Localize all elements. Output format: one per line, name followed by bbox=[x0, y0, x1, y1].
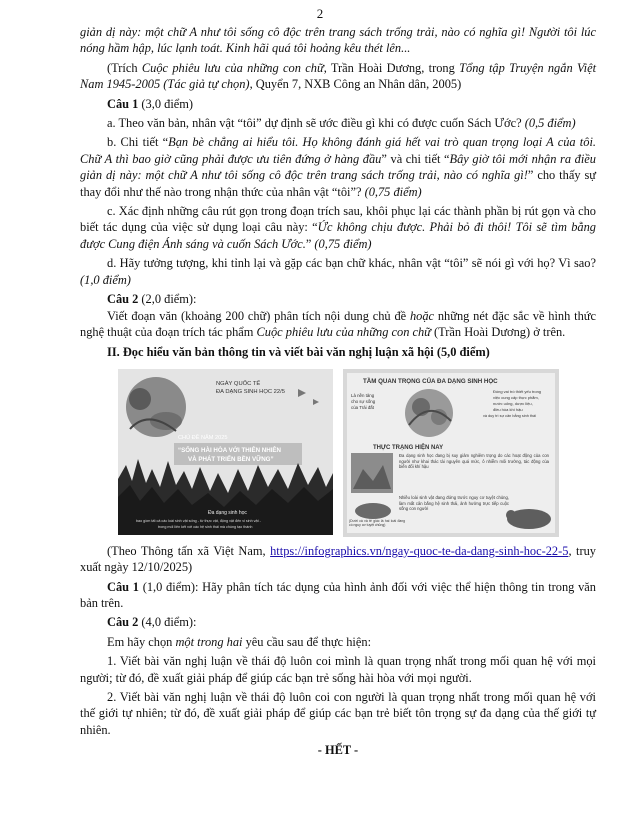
infographic-status-text-1: Đa dạng sinh học đang bị suy giảm nghiêm trọng do các hoạt động của con người như khai thác tài nguyên quá mức, ô nhiễm môi trường, tác động của biến đổi khí hậu bbox=[399, 452, 549, 469]
page-content bbox=[80, 24, 596, 759]
infographic-status-text-2: Nhiều loài sinh vật đang đứng trước nguy cơ tuyệt chủng, làm mất cân bằng hệ sinh thái, ảnh hưởng trực tiếp cuộc sống con người bbox=[399, 494, 509, 511]
poster-slogan-1: “SỐNG HÀI HÒA VỚI THIÊN NHIÊN bbox=[178, 446, 282, 454]
question-item-a: a. Theo văn bản, nhân vật “tôi” dự định sẽ ước điều gì khi có được cuốn Sách Ước? (0,5 điểm) bbox=[107, 116, 576, 131]
poster-footer-line1: bao gồm tất cả các loài sinh vật sống - từ thực vật, động vật đến vi sinh vật - bbox=[136, 518, 261, 523]
infographic-right-4: điều hòa khí hậu bbox=[493, 406, 523, 412]
essay-option-1: 1. Viết bài văn nghị luận về thái độ luôn coi mình là quan trọng nhất trong mối quan hệ với mọi người; từ đó, đề xuất giải pháp để giúp các bạn trẻ sống hài hòa với mọi người. bbox=[80, 654, 596, 685]
infographic-bottom-caption: (Dưới cá và tê giác là hai loài đang có nguy cơ tuyệt chủng) bbox=[349, 518, 405, 528]
infographic-right-1: Đóng vai trò thiết yếu trong bbox=[493, 388, 542, 394]
infographic-left-1: Là nền tảng bbox=[351, 392, 375, 398]
question-heading: Câu 1 (3,0 điểm) bbox=[107, 96, 194, 111]
passage-ending: giản dị này: một chữ A như tôi sống cô độc trên trang sách trống trải, nào có nghĩa gì! Người tôi lúc nóng hầm hập, lúc lạnh toát. Kinh hãi quá tôi hoảng kêu thét lên... bbox=[80, 25, 596, 56]
infographic-right-2: việc cung cấp thực phẩm, bbox=[493, 394, 539, 400]
poster-title-2: ĐA DẠNG SINH HỌC 22/5 bbox=[216, 388, 285, 395]
infographic-title: TẦM QUAN TRỌNG CỦA ĐA DẠNG SINH HỌC bbox=[363, 377, 498, 385]
infographic-left-3: của Trái đất bbox=[351, 404, 374, 410]
question-heading: Câu 2 (4,0 điểm): bbox=[107, 615, 197, 630]
biodiversity-importance-infographic bbox=[343, 369, 559, 537]
passage-citation: (Trích Cuộc phiêu lưu của những con chữ, Trần Hoài Dương, trong Tổng tập Truyện ngắn Việt Nam 1945-2005 (Tác giả tự chọn), Quyển 7, NXB Công an Nhân dân, 2005) bbox=[80, 60, 597, 92]
poster-footer-line2: trong mối liên kết với các hệ sinh thái mà chúng tạo thành bbox=[158, 524, 253, 529]
biodiversity-day-poster bbox=[118, 369, 333, 535]
infographic-right-3: nước uống, dược liệu, bbox=[493, 400, 533, 406]
question-body: Viết đoạn văn (khoảng 200 chữ) phân tích nội dung chủ đề hoặc những nét đặc sắc về hình thức nghệ thuật của đoạn trích tác phẩm Cuộc phiêu lưu của những con chữ (Trần Hoài Dương) ở trên. bbox=[80, 308, 596, 339]
page-number: 2 bbox=[316, 6, 324, 21]
source-link[interactable]: https://infographics.vn/ngay-quoc-te-da-dang-sinh-hoc-22-5 bbox=[270, 543, 569, 558]
question-heading: Câu 2 (2,0 điểm): bbox=[107, 292, 197, 307]
poster-slogan-2: VÀ PHÁT TRIỂN BỀN VỮNG” bbox=[188, 455, 274, 463]
infographic-source: (Theo Thông tấn xã Việt Nam, https://infographics.vn/ngay-quoc-te-da-dang-sinh-hoc-22-5, truy xuất ngày 12/10/2025) bbox=[80, 543, 596, 575]
question-item-b: b. Chi tiết “Bạn bè chẳng ai hiểu tôi. Họ không đánh giá hết vai trò quan trọng loại A của tôi. Chữ A thì bao giờ cũng phải được ưu tiên đứng ở hàng đầu” và chi tiết “Bây giờ tôi mới nhận ra điều giản dị này: một chữ A như tôi sống cô độc trên trang sách trống trải, nào có nghĩa gì!” cho thấy sự thay đổi như thế nào trong nhận thức của nhân vật “tôi”? (0,75 điểm) bbox=[80, 135, 597, 199]
poster-title-1: NGÀY QUỐC TẾ bbox=[216, 380, 261, 387]
end-marker: - HẾT - bbox=[317, 743, 359, 758]
infographic-left-2: cho sự sống bbox=[351, 398, 376, 404]
question-instruction: Em hãy chọn một trong hai yêu cầu sau để thực hiện: bbox=[107, 634, 372, 649]
question-heading: Câu 1 (1,0 điểm): Hãy phân tích tác dụng của hình ảnh đối với việc thể hiện thông tin trong văn bản trên. bbox=[80, 579, 597, 610]
poster-theme-label: CHỦ ĐỀ NĂM 2025 bbox=[178, 434, 228, 441]
question-item-d: d. Hãy tưởng tượng, khi tỉnh lại và gặp các bạn chữ khác, nhân vật “tôi” sẽ nói gì với họ? Vì sao? (1,0 điểm) bbox=[80, 256, 596, 287]
infographic-row bbox=[80, 367, 596, 543]
poster-footer-title: Đa dạng sinh học bbox=[208, 509, 247, 516]
question-item-c: c. Xác định những câu rút gọn trong đoạn trích sau, khôi phục lại các thành phần bị rút gọn và cho biết tác dụng của việc sử dụng loại câu này: “Ức không chịu được. Phải bỏ đi thôi! Tôi sẽ tìm bằng được Cung điện Ánh sáng và cuốn Sách Ước.” (0,75 điểm) bbox=[80, 204, 596, 251]
essay-option-2: 2. Viết bài văn nghị luận về thái độ luôn coi con người là quan trọng nhất trong mối quan hệ với thế giới tự nhiên; từ đó, đề xuất giải pháp để giúp các bạn trẻ biết tôn trọng sự đa dạng của thế giới tự nhiên. bbox=[80, 689, 596, 737]
infographic-right-5: và duy trì sự cân bằng sinh thái bbox=[483, 413, 536, 418]
infographic-subtitle: THỰC TRẠNG HIỆN NAY bbox=[373, 444, 444, 451]
section-heading: II. Đọc hiểu văn bản thông tin và viết bài văn nghị luận xã hội (5,0 điểm) bbox=[107, 345, 490, 360]
